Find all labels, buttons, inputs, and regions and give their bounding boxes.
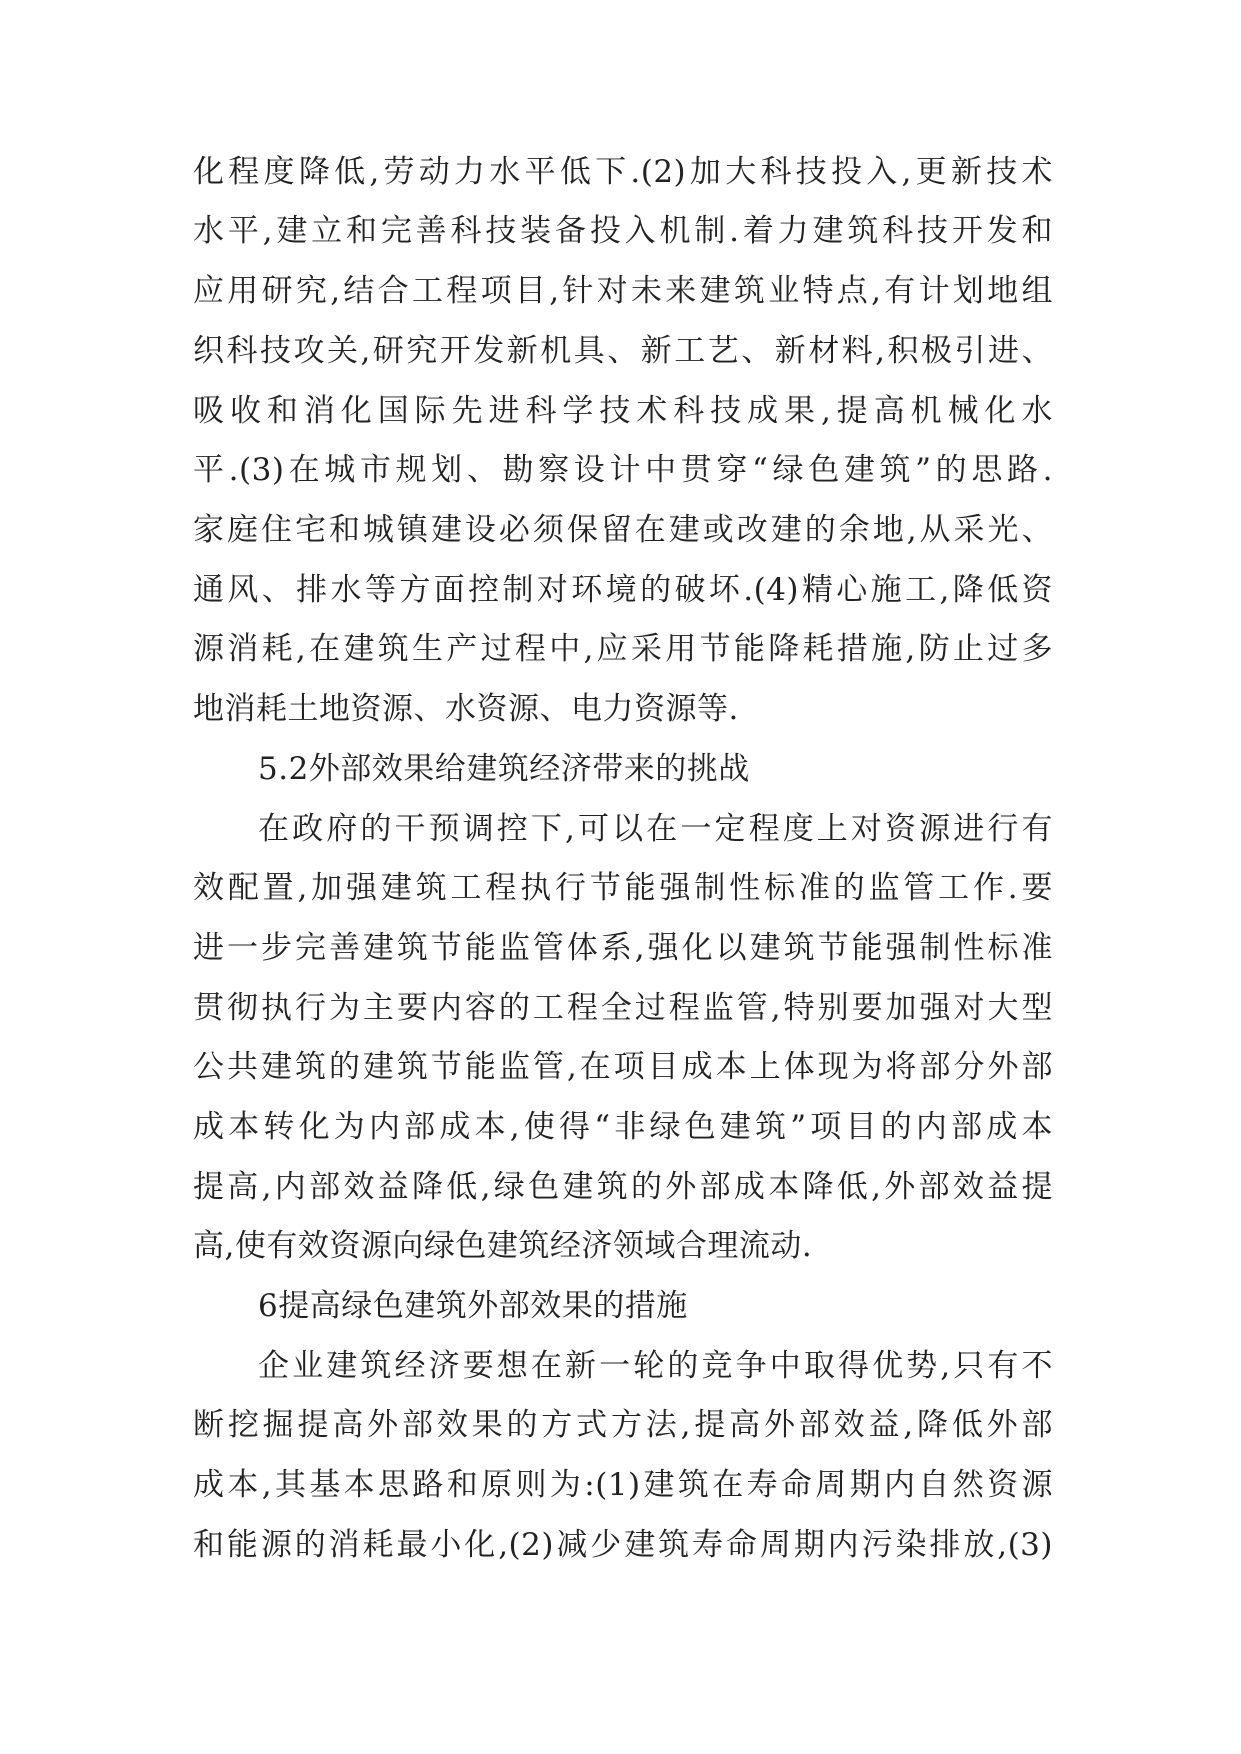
paragraph-line: 和能源的消耗最小化,(2)减少建筑寿命周期内污染排放,(3) — [193, 1527, 1053, 1563]
section-heading: 6提高绿色建筑外部效果的措施 — [258, 1288, 688, 1324]
section-heading: 5.2外部效果给建筑经济带来的挑战 — [258, 751, 750, 787]
paragraph-line: 化程度降低,劳动力水平低下.(2)加大科技投入,更新技术 — [193, 154, 1053, 190]
paragraph-line: 提高,内部效益降低,绿色建筑的外部成本降低,外部效益提 — [193, 1169, 1053, 1205]
paragraph-line: 源消耗,在建筑生产过程中,应采用节能降耗措施,防止过多 — [193, 631, 1053, 667]
paragraph-line: 公共建筑的建筑节能监管,在项目成本上体现为将部分外部 — [193, 1049, 1053, 1085]
paragraph-line: 应用研究,结合工程项目,针对未来建筑业特点,有计划地组 — [193, 273, 1053, 309]
paragraph-line: 成本转化为内部成本,使得“非绿色建筑”项目的内部成本 — [193, 1109, 1053, 1145]
paragraph-line: 平.(3)在城市规划、勘察设计中贯穿“绿色建筑”的思路. — [193, 452, 1053, 488]
paragraph-line: 高,使有效资源向绿色建筑经济领域合理流动. — [193, 1228, 813, 1264]
paragraph-line: 织科技攻关,研究开发新机具、新工艺、新材料,积极引进、 — [193, 333, 1053, 369]
paragraph-line: 断挖掘提高外部效果的方式方法,提高外部效益,降低外部 — [193, 1407, 1053, 1443]
paragraph-line: 在政府的干预调控下,可以在一定程度上对资源进行有 — [258, 811, 1053, 847]
paragraph-line: 水平,建立和完善科技装备投入机制.着力建筑科技开发和 — [193, 213, 1053, 249]
paragraph-line: 通风、排水等方面控制对环境的破坏.(4)精心施工,降低资 — [193, 572, 1053, 608]
paragraph-line: 效配置,加强建筑工程执行节能强制性标准的监管工作.要 — [193, 870, 1053, 906]
paragraph-line: 进一步完善建筑节能监管体系,强化以建筑节能强制性标准 — [193, 930, 1053, 966]
paragraph-line: 地消耗土地资源、水资源、电力资源等. — [193, 691, 739, 727]
paragraph-line: 成本,其基本思路和原则为:(1)建筑在寿命周期内自然资源 — [193, 1467, 1053, 1503]
paragraph-line: 企业建筑经济要想在新一轮的竞争中取得优势,只有不 — [258, 1348, 1053, 1384]
paragraph-line: 贯彻执行为主要内容的工程全过程监管,特别要加强对大型 — [193, 990, 1053, 1026]
paragraph-line: 吸收和消化国际先进科学技术科技成果,提高机械化水 — [193, 393, 1053, 429]
paragraph-line: 家庭住宅和城镇建设必须保留在建或改建的余地,从采光、 — [193, 512, 1053, 548]
